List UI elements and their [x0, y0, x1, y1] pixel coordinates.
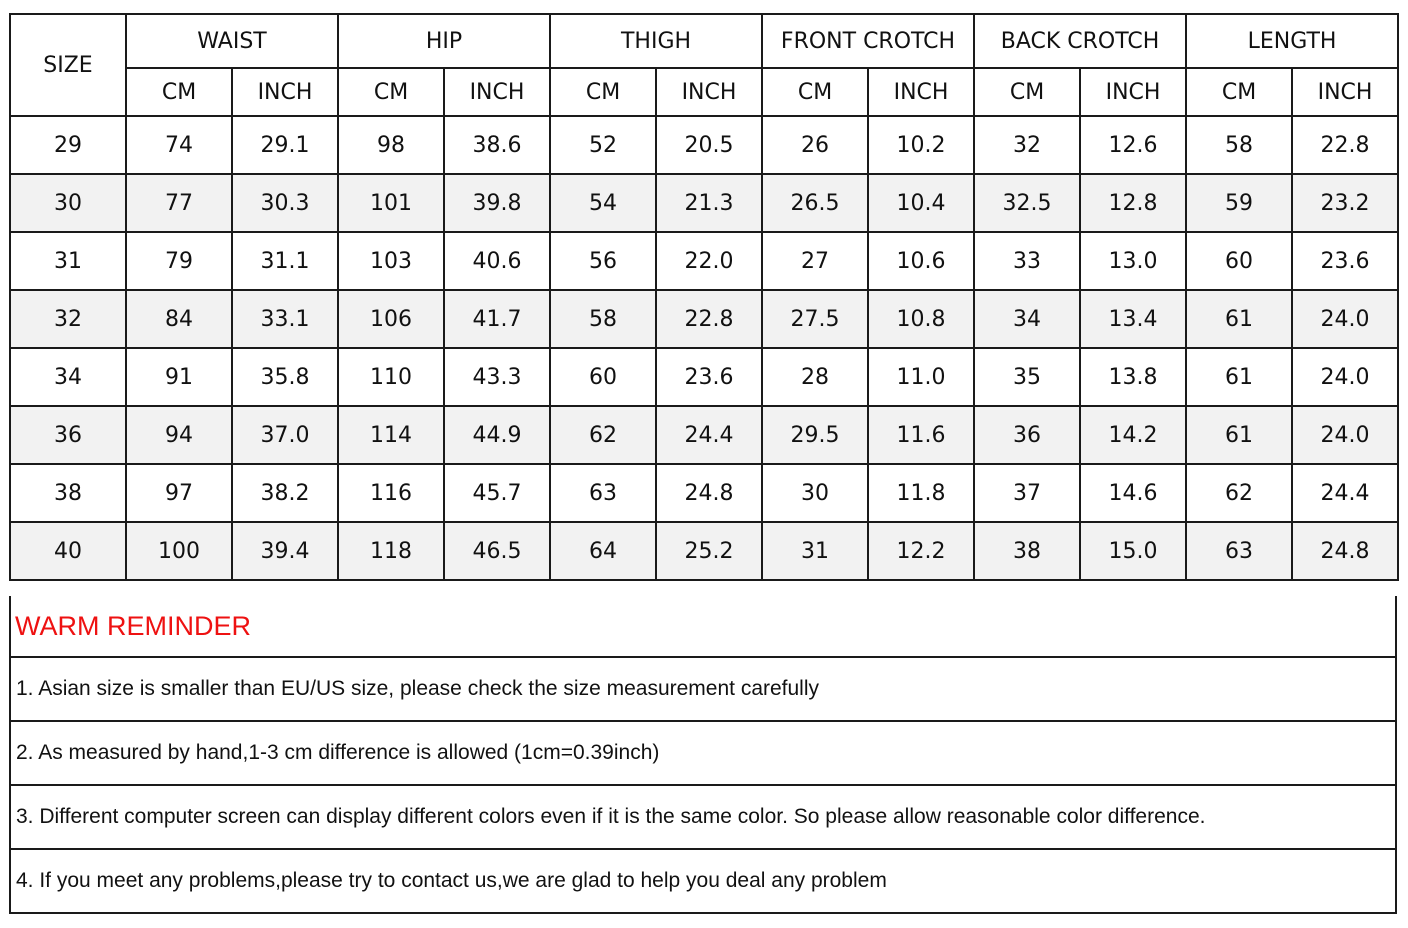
cell-hip-cm: 103	[338, 232, 444, 290]
size-header: SIZE	[10, 14, 126, 116]
cell-back-crotch-inch: 15.0	[1080, 522, 1186, 580]
table-row	[10, 174, 1398, 232]
cell-length-inch: 24.4	[1292, 464, 1398, 522]
cell-waist-cm: 94	[126, 406, 232, 464]
cell-length-cm: 61	[1186, 348, 1292, 406]
reminder-line-3: 3. Different computer screen can display different colors even if it is the same color. So please allow reasonable color difference.	[9, 786, 1397, 850]
cell-thigh-inch: 22.8	[656, 290, 762, 348]
cell-thigh-inch: 24.4	[656, 406, 762, 464]
cell-size: 36	[10, 406, 126, 464]
cell-hip-inch: 43.3	[444, 348, 550, 406]
cell-hip-inch: 44.9	[444, 406, 550, 464]
cell-thigh-inch: 24.8	[656, 464, 762, 522]
cell-length-inch: 22.8	[1292, 116, 1398, 174]
cell-front-crotch-inch: 11.0	[868, 348, 974, 406]
cell-length-cm: 59	[1186, 174, 1292, 232]
cell-length-inch: 24.0	[1292, 348, 1398, 406]
cell-length-cm: 61	[1186, 406, 1292, 464]
cell-back-crotch-cm: 32	[974, 116, 1080, 174]
unit-header-inch: INCH	[232, 68, 338, 116]
group-header-back-crotch: BACK CROTCH	[974, 14, 1186, 68]
size-table-body	[10, 116, 1398, 580]
cell-size: 32	[10, 290, 126, 348]
cell-back-crotch-inch: 13.4	[1080, 290, 1186, 348]
cell-front-crotch-inch: 11.8	[868, 464, 974, 522]
unit-header-inch: INCH	[1292, 68, 1398, 116]
table-row	[10, 522, 1398, 580]
size-chart-table	[9, 13, 1399, 581]
cell-back-crotch-cm: 34	[974, 290, 1080, 348]
cell-length-inch: 23.6	[1292, 232, 1398, 290]
group-header-thigh: THIGH	[550, 14, 762, 68]
cell-hip-inch: 41.7	[444, 290, 550, 348]
cell-waist-cm: 79	[126, 232, 232, 290]
unit-header-inch: INCH	[444, 68, 550, 116]
cell-waist-inch: 38.2	[232, 464, 338, 522]
cell-back-crotch-inch: 12.8	[1080, 174, 1186, 232]
cell-thigh-inch: 21.3	[656, 174, 762, 232]
unit-header-cm: CM	[126, 68, 232, 116]
cell-size: 38	[10, 464, 126, 522]
cell-back-crotch-cm: 35	[974, 348, 1080, 406]
group-header-waist: WAIST	[126, 14, 338, 68]
cell-hip-cm: 116	[338, 464, 444, 522]
table-row	[10, 232, 1398, 290]
cell-back-crotch-cm: 32.5	[974, 174, 1080, 232]
cell-waist-cm: 74	[126, 116, 232, 174]
reminder-line-4: 4. If you meet any problems,please try to contact us,we are glad to help you deal any problem	[9, 850, 1397, 914]
cell-size: 31	[10, 232, 126, 290]
table-row	[10, 464, 1398, 522]
cell-back-crotch-cm: 38	[974, 522, 1080, 580]
cell-hip-inch: 46.5	[444, 522, 550, 580]
cell-front-crotch-inch: 10.4	[868, 174, 974, 232]
cell-front-crotch-cm: 31	[762, 522, 868, 580]
cell-back-crotch-cm: 37	[974, 464, 1080, 522]
cell-length-inch: 24.0	[1292, 290, 1398, 348]
cell-waist-cm: 100	[126, 522, 232, 580]
unit-header-cm: CM	[338, 68, 444, 116]
cell-hip-cm: 114	[338, 406, 444, 464]
cell-hip-cm: 110	[338, 348, 444, 406]
cell-front-crotch-inch: 10.2	[868, 116, 974, 174]
reminder-line-2: 2. As measured by hand,1-3 cm difference is allowed (1cm=0.39inch)	[9, 722, 1397, 786]
cell-waist-inch: 37.0	[232, 406, 338, 464]
cell-back-crotch-inch: 13.8	[1080, 348, 1186, 406]
cell-length-cm: 62	[1186, 464, 1292, 522]
cell-thigh-cm: 63	[550, 464, 656, 522]
group-header-length: LENGTH	[1186, 14, 1398, 68]
cell-waist-inch: 29.1	[232, 116, 338, 174]
cell-length-cm: 63	[1186, 522, 1292, 580]
cell-hip-cm: 118	[338, 522, 444, 580]
unit-header-cm: CM	[762, 68, 868, 116]
cell-waist-cm: 84	[126, 290, 232, 348]
cell-length-cm: 58	[1186, 116, 1292, 174]
header-row-groups	[10, 14, 1398, 68]
cell-back-crotch-inch: 14.6	[1080, 464, 1186, 522]
table-row	[10, 116, 1398, 174]
warm-reminder-title: WARM REMINDER	[9, 596, 1397, 658]
cell-hip-cm: 98	[338, 116, 444, 174]
cell-front-crotch-inch: 10.6	[868, 232, 974, 290]
cell-hip-cm: 101	[338, 174, 444, 232]
cell-thigh-inch: 20.5	[656, 116, 762, 174]
cell-waist-inch: 31.1	[232, 232, 338, 290]
cell-back-crotch-cm: 33	[974, 232, 1080, 290]
cell-back-crotch-cm: 36	[974, 406, 1080, 464]
cell-length-cm: 60	[1186, 232, 1292, 290]
cell-front-crotch-cm: 26.5	[762, 174, 868, 232]
cell-back-crotch-inch: 13.0	[1080, 232, 1186, 290]
cell-waist-inch: 33.1	[232, 290, 338, 348]
table-row	[10, 290, 1398, 348]
cell-hip-inch: 38.6	[444, 116, 550, 174]
cell-hip-cm: 106	[338, 290, 444, 348]
cell-front-crotch-cm: 30	[762, 464, 868, 522]
cell-thigh-cm: 60	[550, 348, 656, 406]
cell-front-crotch-cm: 28	[762, 348, 868, 406]
cell-front-crotch-inch: 10.8	[868, 290, 974, 348]
cell-size: 30	[10, 174, 126, 232]
cell-back-crotch-inch: 12.6	[1080, 116, 1186, 174]
group-header-hip: HIP	[338, 14, 550, 68]
cell-hip-inch: 45.7	[444, 464, 550, 522]
cell-size: 29	[10, 116, 126, 174]
cell-length-inch: 23.2	[1292, 174, 1398, 232]
cell-back-crotch-inch: 14.2	[1080, 406, 1186, 464]
cell-front-crotch-cm: 27.5	[762, 290, 868, 348]
cell-thigh-cm: 58	[550, 290, 656, 348]
cell-size: 34	[10, 348, 126, 406]
unit-header-inch: INCH	[1080, 68, 1186, 116]
unit-header-cm: CM	[1186, 68, 1292, 116]
group-header-front-crotch: FRONT CROTCH	[762, 14, 974, 68]
cell-waist-inch: 30.3	[232, 174, 338, 232]
reminder-line-1: 1. Asian size is smaller than EU/US size, please check the size measurement carefully	[9, 658, 1397, 722]
unit-header-cm: CM	[974, 68, 1080, 116]
cell-thigh-inch: 25.2	[656, 522, 762, 580]
warm-reminder-section	[9, 596, 1397, 914]
cell-front-crotch-cm: 27	[762, 232, 868, 290]
cell-thigh-cm: 62	[550, 406, 656, 464]
cell-waist-cm: 77	[126, 174, 232, 232]
cell-waist-cm: 91	[126, 348, 232, 406]
cell-hip-inch: 40.6	[444, 232, 550, 290]
cell-waist-cm: 97	[126, 464, 232, 522]
cell-thigh-inch: 23.6	[656, 348, 762, 406]
cell-waist-inch: 35.8	[232, 348, 338, 406]
cell-thigh-cm: 52	[550, 116, 656, 174]
cell-length-inch: 24.8	[1292, 522, 1398, 580]
cell-thigh-cm: 56	[550, 232, 656, 290]
cell-front-crotch-inch: 11.6	[868, 406, 974, 464]
table-row	[10, 406, 1398, 464]
unit-header-inch: INCH	[656, 68, 762, 116]
cell-waist-inch: 39.4	[232, 522, 338, 580]
cell-length-inch: 24.0	[1292, 406, 1398, 464]
cell-size: 40	[10, 522, 126, 580]
cell-thigh-inch: 22.0	[656, 232, 762, 290]
cell-thigh-cm: 54	[550, 174, 656, 232]
unit-header-cm: CM	[550, 68, 656, 116]
table-row	[10, 348, 1398, 406]
unit-header-inch: INCH	[868, 68, 974, 116]
cell-thigh-cm: 64	[550, 522, 656, 580]
cell-length-cm: 61	[1186, 290, 1292, 348]
cell-front-crotch-cm: 29.5	[762, 406, 868, 464]
header-row-units	[10, 68, 1398, 116]
cell-front-crotch-cm: 26	[762, 116, 868, 174]
cell-hip-inch: 39.8	[444, 174, 550, 232]
cell-front-crotch-inch: 12.2	[868, 522, 974, 580]
